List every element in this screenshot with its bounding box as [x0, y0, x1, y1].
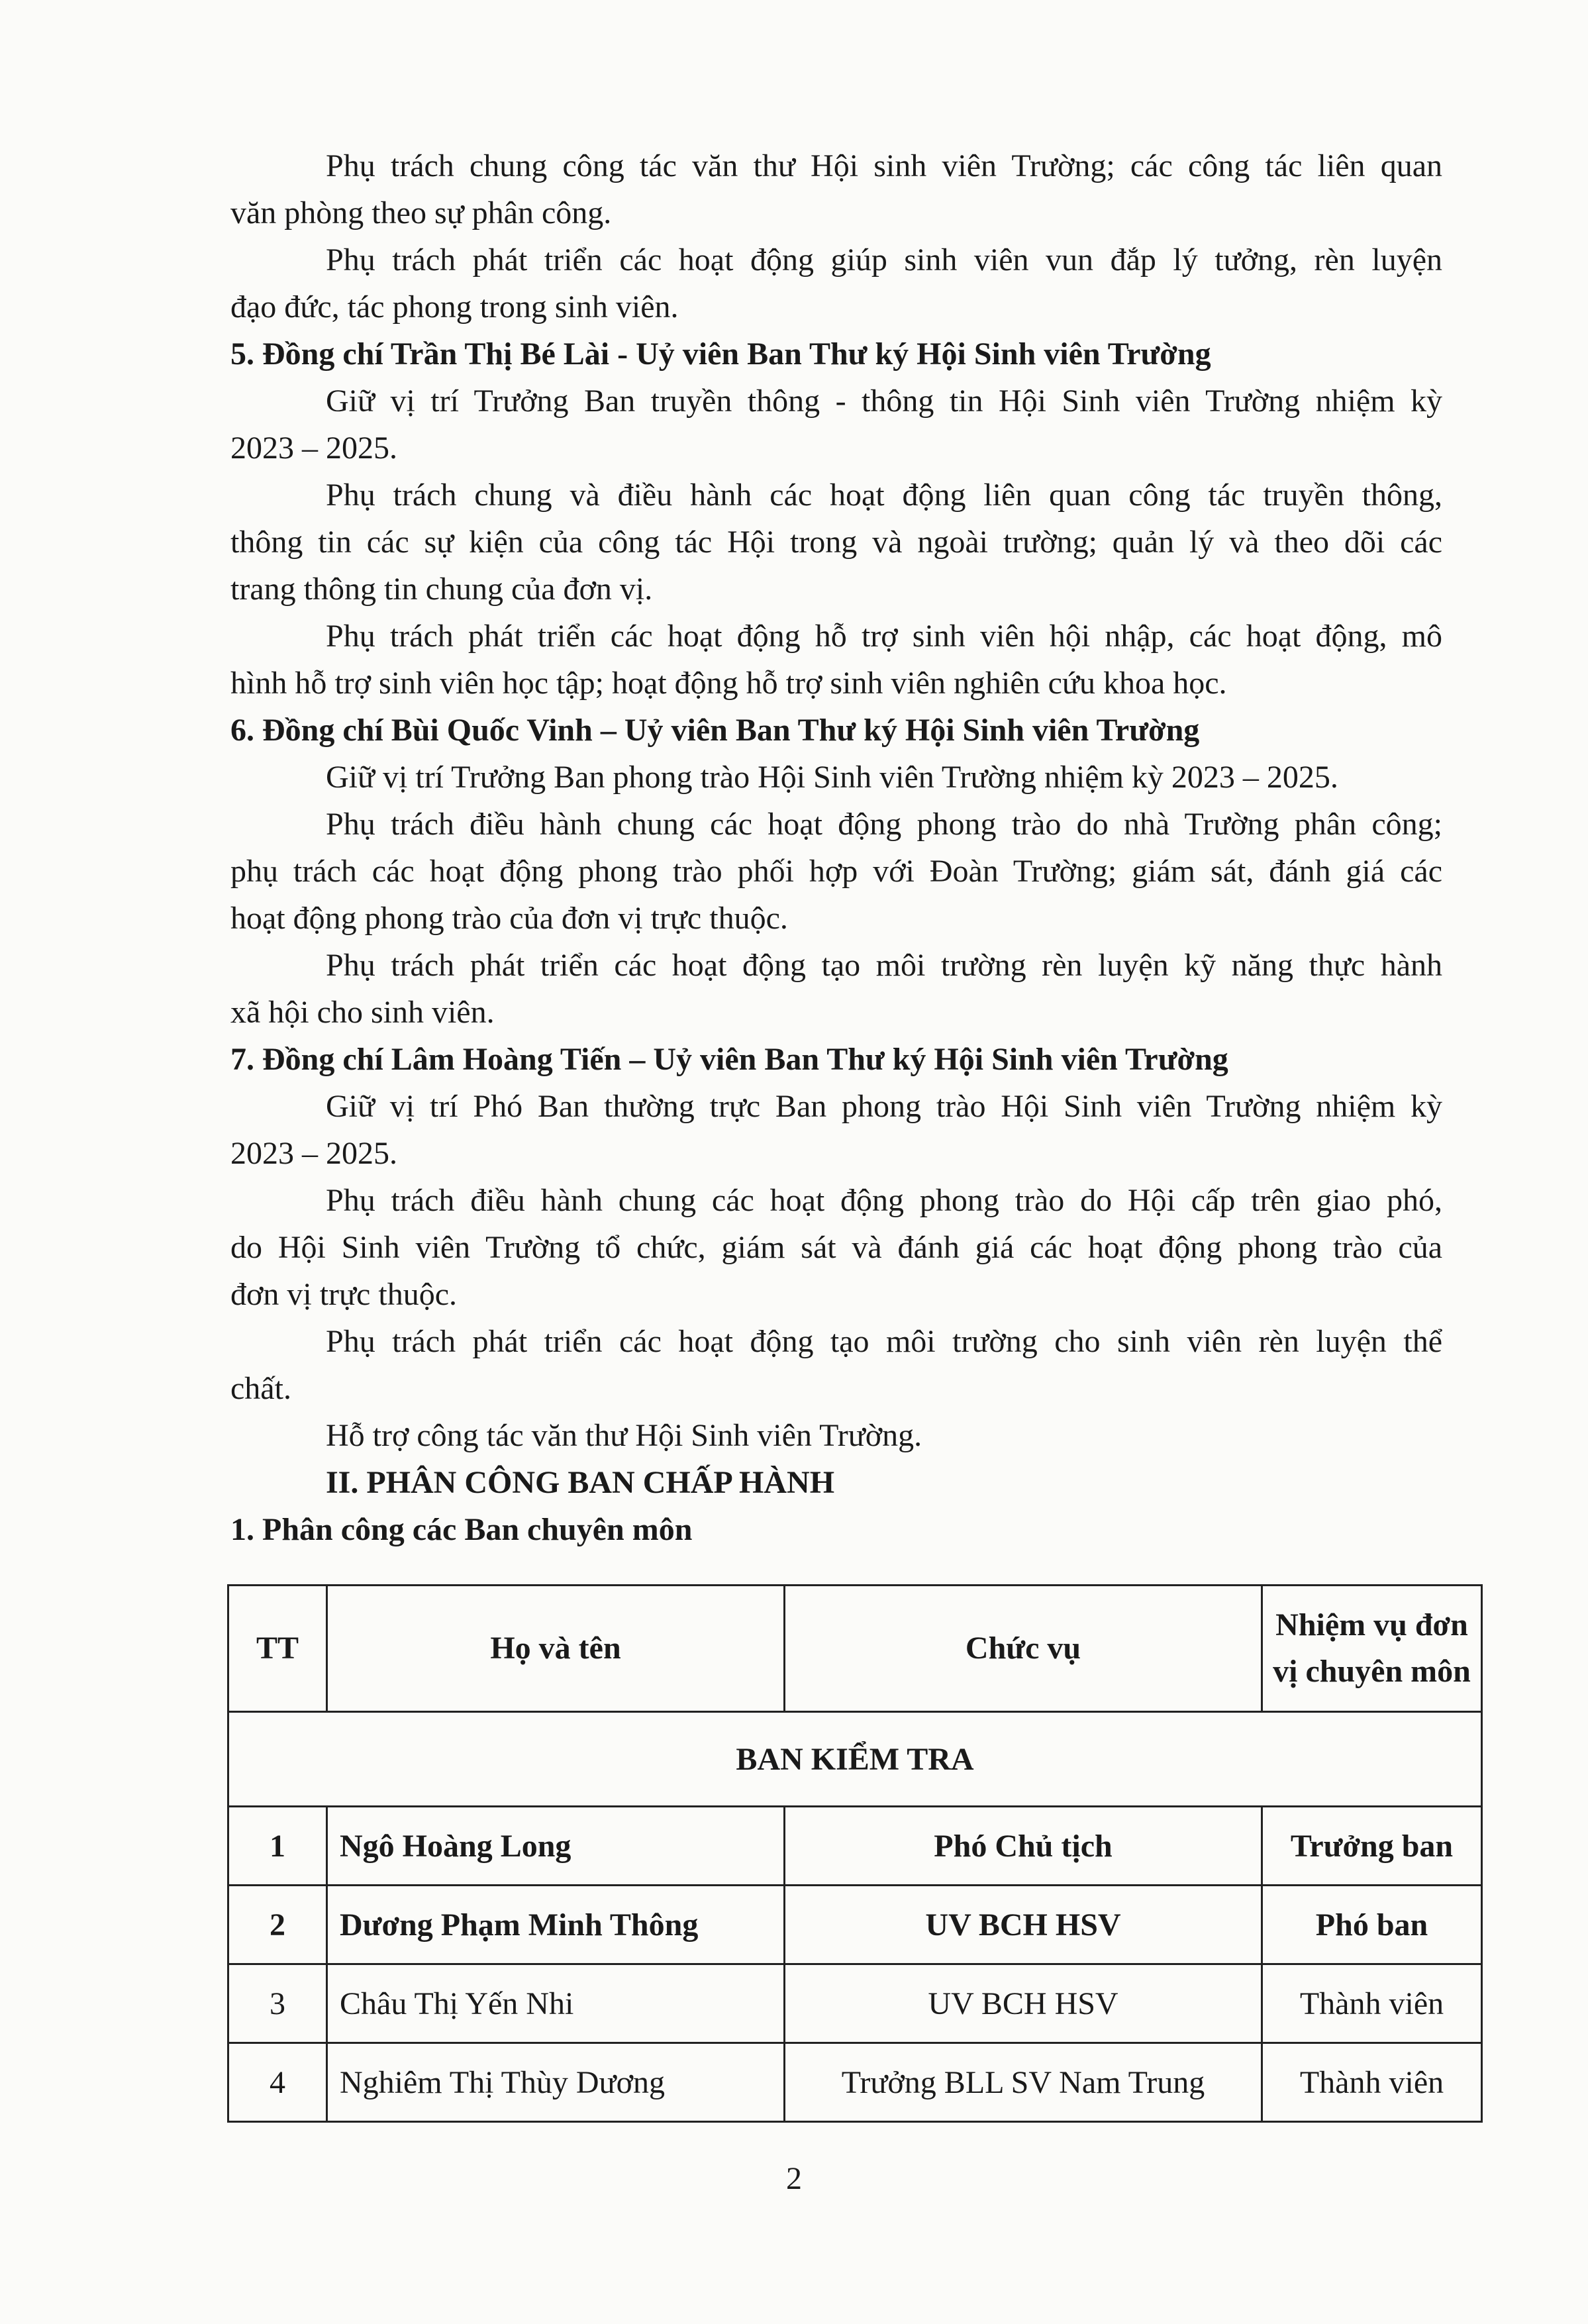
heading-member-5: 5. Đồng chí Trần Thị Bé Lài - Uỷ viên Ban Thư ký Hội Sinh viên Trường	[230, 336, 1211, 372]
paragraph-line: phụ trách các hoạt động phong trào phối hợp với Đoàn Trường; giám sát, đánh giá các	[230, 854, 1442, 889]
cell-tt: 3	[228, 1964, 327, 2043]
header-duty-line: Nhiệm vụ đơn	[1275, 1607, 1468, 1642]
section-heading: II. PHÂN CÔNG BAN CHẤP HÀNH	[326, 1465, 835, 1500]
header-name: Họ và tên	[327, 1586, 785, 1712]
paragraph-line: Giữ vị trí Trưởng Ban phong trào Hội Sinh viên Trường nhiệm kỳ 2023 – 2025.	[326, 760, 1338, 795]
paragraph-line: Hỗ trợ công tác văn thư Hội Sinh viên Trường.	[326, 1418, 922, 1453]
paragraph-line: đạo đức, tác phong trong sinh viên.	[230, 289, 679, 325]
paragraph-line: văn phòng theo sự phân công.	[230, 195, 612, 230]
paragraph-line: Giữ vị trí Phó Ban thường trực Ban phong trào Hội Sinh viên Trường nhiệm kỳ	[326, 1089, 1442, 1124]
paragraph-line: trang thông tin chung của đơn vị.	[230, 572, 653, 607]
table-row	[228, 1807, 1482, 1886]
table-row	[228, 1964, 1482, 2043]
group-title: BAN KIỂM TRA	[228, 1712, 1482, 1807]
cell-tt: 4	[228, 2043, 327, 2122]
paragraph-line: Phụ trách phát triển các hoạt động giúp sinh viên vun đắp lý tưởng, rèn luyện	[326, 242, 1442, 278]
cell-duty: Phó ban	[1262, 1886, 1482, 1964]
table-header-row	[228, 1586, 1482, 1712]
cell-role: Trưởng BLL SV Nam Trung	[785, 2043, 1262, 2122]
paragraph-line: Giữ vị trí Trưởng Ban truyền thông - thông tin Hội Sinh viên Trường nhiệm kỳ	[326, 383, 1442, 419]
paragraph-line: Phụ trách điều hành chung các hoạt động phong trào do nhà Trường phân công;	[326, 807, 1442, 842]
paragraph-line: do Hội Sinh viên Trường tổ chức, giám sát và đánh giá các hoạt động phong trào của	[230, 1230, 1442, 1265]
table-group-row	[228, 1712, 1482, 1807]
paragraph-line: xã hội cho sinh viên.	[230, 995, 495, 1030]
paragraph-line: Phụ trách phát triển các hoạt động tạo môi trường rèn luyện kỹ năng thực hành	[326, 948, 1442, 983]
cell-name: Châu Thị Yến Nhi	[327, 1964, 785, 2043]
header-role: Chức vụ	[785, 1586, 1262, 1712]
header-duty-line: vị chuyên môn	[1273, 1654, 1471, 1689]
assignment-table	[227, 1584, 1483, 2123]
header-duty	[1262, 1586, 1482, 1712]
paragraph-line: chất.	[230, 1371, 291, 1406]
paragraph-line: hình hỗ trợ sinh viên học tập; hoạt động hỗ trợ sinh viên nghiên cứu khoa học.	[230, 666, 1227, 701]
table-row	[228, 2043, 1482, 2122]
paragraph-line: hoạt động phong trào của đơn vị trực thuộc.	[230, 901, 788, 936]
paragraph-line: đơn vị trực thuộc.	[230, 1277, 457, 1312]
heading-member-6: 6. Đồng chí Bùi Quốc Vinh – Uỷ viên Ban Thư ký Hội Sinh viên Trường	[230, 713, 1200, 748]
paragraph-line: thông tin các sự kiện của công tác Hội trong và ngoài trường; quản lý và theo dõi các	[230, 525, 1442, 560]
heading-member-7: 7. Đồng chí Lâm Hoàng Tiến – Uỷ viên Ban Thư ký Hội Sinh viên Trường	[230, 1042, 1228, 1077]
subsection-heading: 1. Phân công các Ban chuyên môn	[230, 1512, 693, 1547]
paragraph-line: Phụ trách phát triển các hoạt động tạo môi trường cho sinh viên rèn luyện thể	[326, 1324, 1442, 1359]
cell-name: Nghiêm Thị Thùy Dương	[327, 2043, 785, 2122]
cell-role: Phó Chủ tịch	[785, 1807, 1262, 1886]
cell-duty: Thành viên	[1262, 2043, 1482, 2122]
cell-tt: 2	[228, 1886, 327, 1964]
header-tt: TT	[228, 1586, 327, 1712]
paragraph-line: Phụ trách chung và điều hành các hoạt động liên quan công tác truyền thông,	[326, 478, 1442, 513]
cell-duty: Thành viên	[1262, 1964, 1482, 2043]
cell-tt: 1	[228, 1807, 327, 1886]
paragraph-line: 2023 – 2025.	[230, 1136, 397, 1171]
cell-name: Ngô Hoàng Long	[327, 1807, 785, 1886]
paragraph-line: Phụ trách phát triển các hoạt động hỗ trợ sinh viên hội nhập, các hoạt động, mô	[326, 619, 1442, 654]
paragraph-line: 2023 – 2025.	[230, 430, 397, 466]
paragraph-line: Phụ trách điều hành chung các hoạt động phong trào do Hội cấp trên giao phó,	[326, 1183, 1442, 1218]
cell-role: UV BCH HSV	[785, 1964, 1262, 2043]
table-row	[228, 1886, 1482, 1964]
paragraph-line: Phụ trách chung công tác văn thư Hội sinh viên Trường; các công tác liên quan	[326, 148, 1442, 183]
cell-role: UV BCH HSV	[785, 1886, 1262, 1964]
cell-duty: Trưởng ban	[1262, 1807, 1482, 1886]
body-text	[230, 142, 1442, 1553]
cell-name: Dương Phạm Minh Thông	[327, 1886, 785, 1964]
page-number: 2	[786, 2161, 802, 2196]
